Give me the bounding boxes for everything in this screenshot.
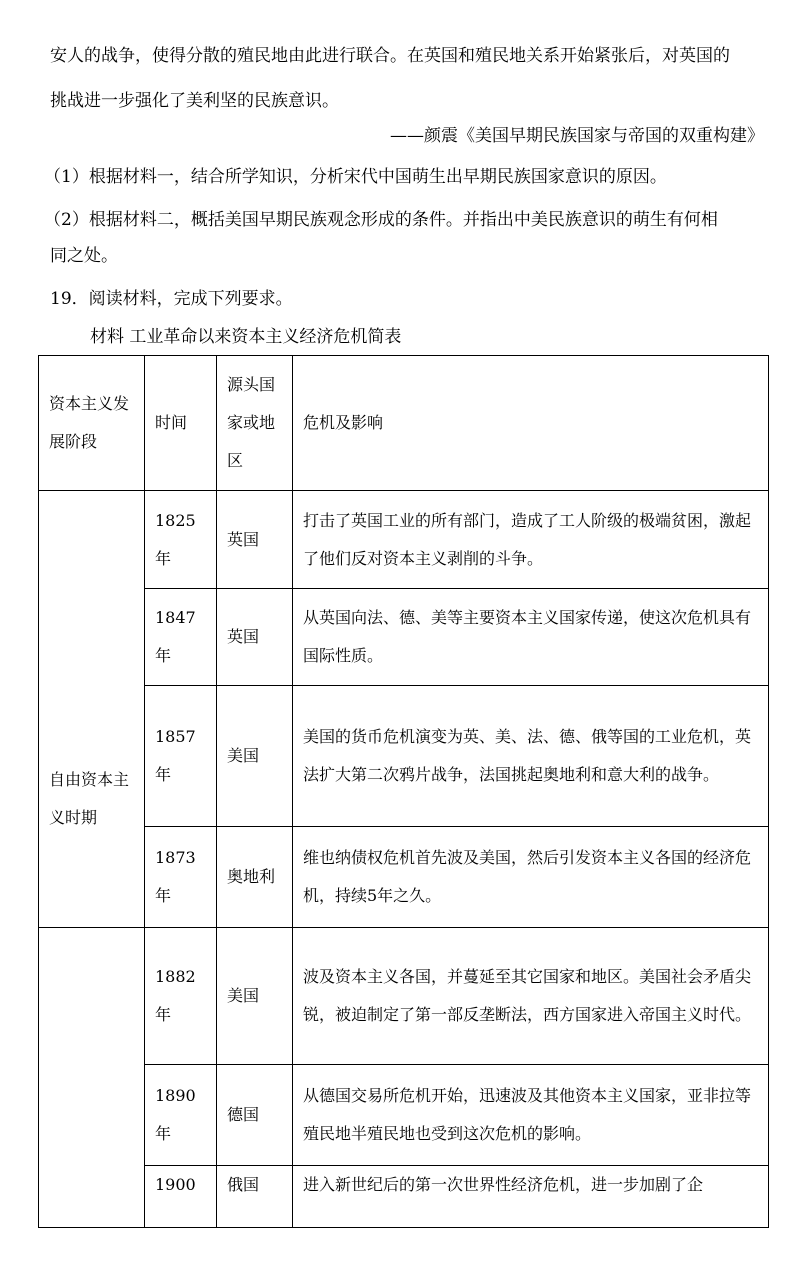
year-cell: 1857年 bbox=[145, 686, 217, 827]
country-cell: 奥地利 bbox=[217, 827, 293, 928]
year-cell: 1882年 bbox=[145, 928, 217, 1065]
table-row bbox=[39, 589, 769, 686]
country-cell: 美国 bbox=[217, 686, 293, 827]
source-citation: ——颜震《美国早期民族国家与帝国的双重构建》 bbox=[390, 126, 764, 146]
question-1: （1）根据材料一，结合所学知识，分析宋代中国萌生出早期民族国家意识的原因。 bbox=[44, 167, 667, 187]
header-stage: 资本主义发展阶段 bbox=[39, 356, 145, 491]
table-row bbox=[39, 491, 769, 589]
table-header-row bbox=[39, 356, 769, 491]
country-cell: 美国 bbox=[217, 928, 293, 1065]
table-row bbox=[39, 1065, 769, 1166]
crisis-table bbox=[38, 355, 769, 1228]
question-19: 19．阅读材料，完成下列要求。 bbox=[50, 289, 293, 309]
header-source: 源头国家或地区 bbox=[217, 356, 293, 491]
year-cell: 1890年 bbox=[145, 1065, 217, 1166]
country-cell: 俄国 bbox=[217, 1166, 293, 1228]
impact-cell: 维也纳债权危机首先波及美国，然后引发资本主义各国的经济危机，持续5年之久。 bbox=[293, 827, 769, 928]
country-cell: 英国 bbox=[217, 491, 293, 589]
stage-cell bbox=[39, 928, 145, 1228]
year-cell: 1847年 bbox=[145, 589, 217, 686]
question-2-line-1: （2）根据材料二，概括美国早期民族观念形成的条件。并指出中美民族意识的萌生有何相 bbox=[44, 210, 718, 230]
year-cell: 1825年 bbox=[145, 491, 217, 589]
table-row bbox=[39, 1166, 769, 1228]
impact-cell: 进入新世纪后的第一次世界性经济危机，进一步加剧了企 bbox=[293, 1166, 769, 1228]
table-row bbox=[39, 686, 769, 827]
table-caption: 材料 工业革命以来资本主义经济危机简表 bbox=[90, 327, 402, 347]
impact-cell: 美国的货币危机演变为英、美、法、德、俄等国的工业危机，英法扩大第二次鸦片战争，法国挑起奥地利和意大利的战争。 bbox=[293, 686, 769, 827]
impact-cell: 波及资本主义各国，并蔓延至其它国家和地区。美国社会矛盾尖锐，被迫制定了第一部反垄断法，西方国家进入帝国主义时代。 bbox=[293, 928, 769, 1065]
question-2-line-2: 同之处。 bbox=[50, 246, 118, 266]
year-cell: 1873年 bbox=[145, 827, 217, 928]
intro-line-2: 挑战进一步强化了美利坚的民族意识。 bbox=[50, 91, 339, 111]
year-cell: 1900 bbox=[145, 1166, 217, 1228]
intro-line-1: 安人的战争，使得分散的殖民地由此进行联合。在英国和殖民地关系开始紧张后，对英国的 bbox=[50, 46, 730, 66]
table-row bbox=[39, 928, 769, 1065]
header-time: 时间 bbox=[145, 356, 217, 491]
country-cell: 英国 bbox=[217, 589, 293, 686]
header-impact: 危机及影响 bbox=[293, 356, 769, 491]
country-cell: 德国 bbox=[217, 1065, 293, 1166]
table-row bbox=[39, 827, 769, 928]
impact-cell: 打击了英国工业的所有部门，造成了工人阶级的极端贫困，激起了他们反对资本主义剥削的斗争。 bbox=[293, 491, 769, 589]
stage-cell: 自由资本主义时期 bbox=[39, 491, 145, 928]
impact-cell: 从德国交易所危机开始，迅速波及其他资本主义国家，亚非拉等殖民地半殖民地也受到这次危机的影响。 bbox=[293, 1065, 769, 1166]
impact-cell: 从英国向法、德、美等主要资本主义国家传递，使这次危机具有国际性质。 bbox=[293, 589, 769, 686]
